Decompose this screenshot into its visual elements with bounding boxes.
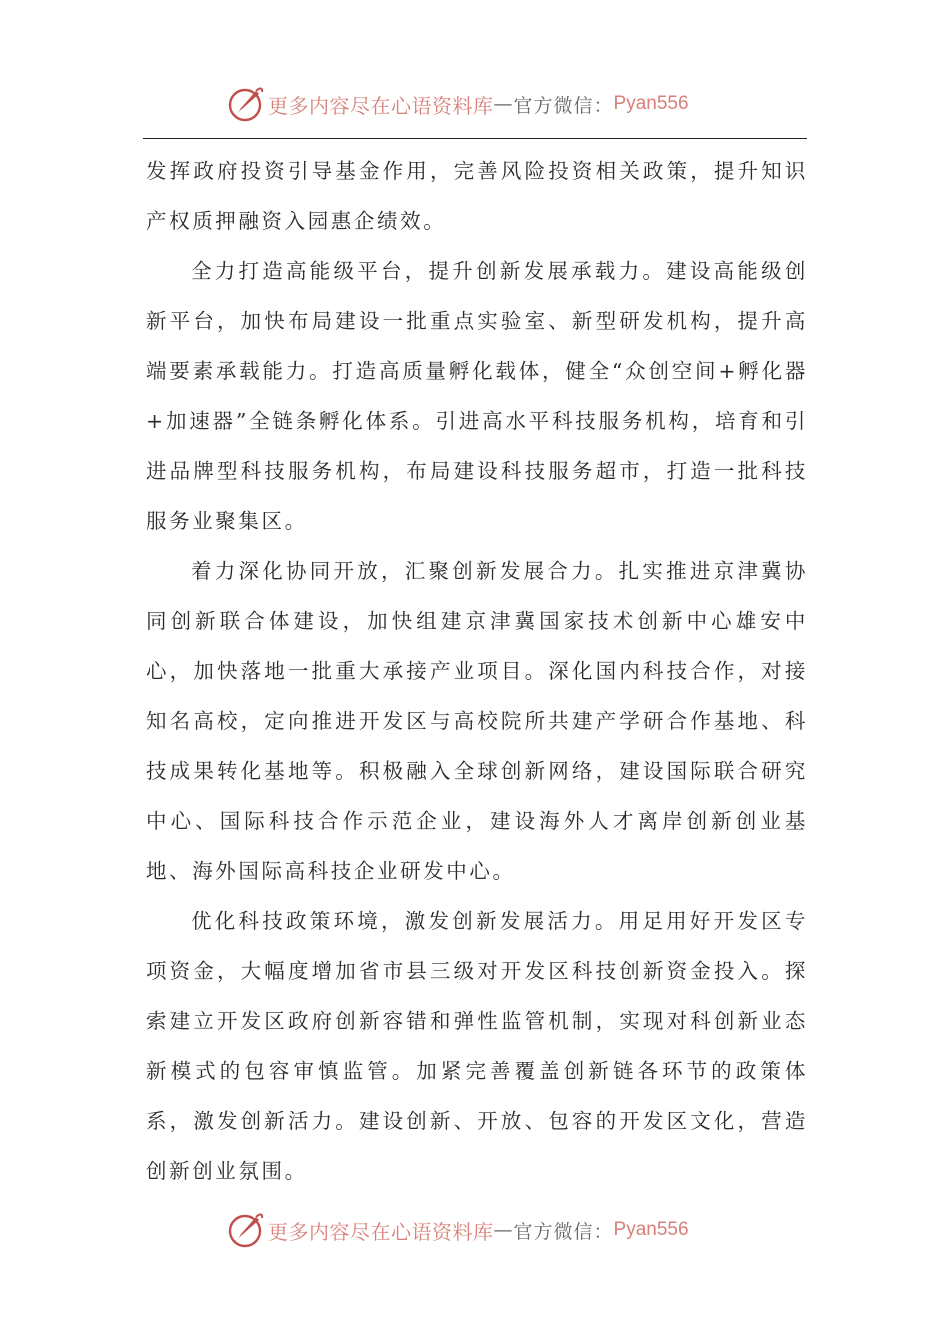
banner-wechat-id: Pyan556 [613, 93, 689, 114]
paragraph-2: 全力打造高能级平台，提升创新发展承载力。建设高能级创新平台，加快布局建设一批重点实验室、新型研发机构，提升高端要素承载能力。打造高质量孵化载体，健全“众创空间+孵化器+加速器”全链条孵化体系。引进高水平科技服务机构，培育和引进品牌型科技服务机构，布局建设科技服务超市，打造一批科技服务业聚集区。 [146, 259, 808, 533]
document-body [146, 146, 808, 1196]
banner-site-text: 更多内容尽在心语资料库 [268, 93, 494, 118]
banner-wechat-label: 官方微信： [513, 94, 614, 117]
banner-wechat-id: Pyan556 [613, 1219, 689, 1240]
header-divider [143, 138, 807, 139]
paragraph-1: 发挥政府投资引导基金作用，完善风险投资相关政策，提升知识产权质押融资入园惠企绩效。 [146, 159, 808, 233]
paragraph-3: 着力深化协同开放，汇聚创新发展合力。扎实推进京津冀协同创新联合体建设，加快组建京津冀国家技术创新中心雄安中心，加快落地一批重大承接产业项目。深化国内科技合作，对接知名高校，定向推进开发区与高校院所共建产学研合作基地、科技成果转化基地等。积极融入全球创新网络，建设国际联合研究中心、国际科技合作示范企业，建设海外人才离岸创新创业基地、海外国际高科技企业研发中心。 [146, 559, 808, 883]
footer-banner [226, 1210, 689, 1250]
banner-dash: — [493, 1219, 514, 1241]
banner-dash: — [493, 93, 514, 115]
paragraph-4: 优化科技政策环境，激发创新发展活力。用足用好开发区专项资金，大幅度增加省市县三级对开发区科技创新资金投入。探索建立开发区政府创新容错和弹性监管机制，实现对科创新业态新模式的包容审慎监管。加紧完善覆盖创新链各环节的政策体系，激发创新活力。建设创新、开放、包容的开发区文化，营造创新创业氛围。 [146, 909, 808, 1183]
header-banner [226, 84, 689, 124]
banner-wechat-label: 官方微信： [513, 1220, 614, 1243]
quill-pen-logo-icon [226, 85, 264, 123]
quill-pen-logo-icon [226, 1211, 264, 1249]
banner-site-text: 更多内容尽在心语资料库 [268, 1219, 494, 1244]
